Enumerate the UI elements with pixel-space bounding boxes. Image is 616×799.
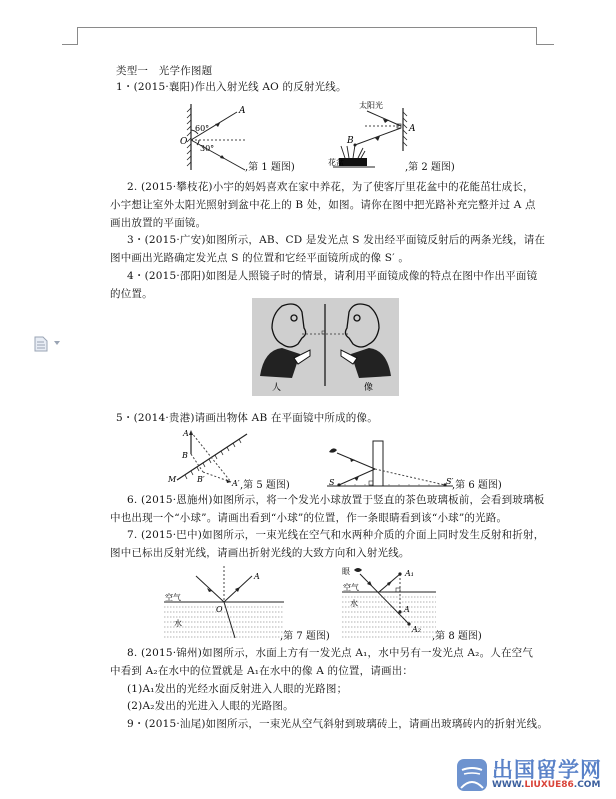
label-B-prime: B′ (197, 475, 205, 484)
label-M: M (168, 475, 177, 484)
question-5: 5・(2014·贵港)请画出物体 AB 在平面镜中所成的像。 (116, 412, 378, 424)
question-8-line-2: 中看到 A₂在水中的位置就是 A₁在水中的像 A 的位置，请画出： (110, 665, 414, 677)
figure-2-caption: ,第 2 题图) (405, 162, 455, 173)
label-A2: A₂ (412, 625, 421, 634)
angle-30: 30° (200, 144, 215, 153)
page-corner-mark-left (62, 27, 78, 45)
label-air: 空气 (165, 593, 181, 602)
label-water: 水 (174, 619, 182, 628)
question-2-line-3: 画出放置的平面镜。 (110, 217, 207, 229)
page-corner-mark-right (536, 27, 554, 45)
angle-60: 60° (195, 124, 210, 133)
logo-emblem-icon (456, 758, 488, 792)
label-A: A (239, 106, 246, 116)
watermark-url (492, 780, 600, 790)
label-O: O (216, 605, 223, 614)
document-options-icon[interactable] (34, 336, 48, 352)
question-7-line-2: 图中已标出反射光线，请画出折射光线的大致方向和入射光线。 (110, 547, 410, 559)
figure-6 (325, 440, 455, 490)
figure-5-caption: ,第 5 题图) (240, 480, 290, 491)
question-2-line-2: 小宇想让室外太阳光照射到盆中花上的 B 处，如图。请你在图中把光路补充完整并过 A 点 (110, 199, 536, 211)
question-7-line-1: 7. (2015·巴中)如图所示，一束光线在空气和水两种介质的介面上同时发生反射和折射， (127, 529, 545, 541)
section-heading: 类型一 光学作图题 (116, 65, 213, 77)
label-A-prime: A′ (232, 479, 240, 488)
figure-8-caption: ,第 8 题图) (432, 631, 482, 642)
question-3-line-1: 3・(2015·广安)如图所示，AB、CD 是发光点 S 发出经平面镜反射后的两条光线，请在 (127, 234, 546, 246)
label-image: 像 (364, 383, 374, 393)
label-A: A (409, 124, 416, 134)
watermark-logo (456, 752, 616, 798)
question-4-line-1: 4・(2015·邵阳)如图是人照镜子时的情景，请利用平面镜成像的特点在图中作出平面镜 (127, 270, 538, 282)
figure-8 (340, 566, 440, 640)
label-A: A (183, 429, 189, 438)
figure-4 (252, 298, 399, 396)
label-A: A (254, 572, 260, 581)
label-S-prime: S′ (446, 477, 454, 486)
watermark-site-name: 出国留学网 (492, 758, 602, 782)
label-O: O (180, 137, 188, 147)
label-sunlight: 太阳光 (359, 101, 383, 110)
label-water: 水 (350, 599, 358, 608)
label-B: B (182, 451, 188, 460)
label-eye: 眼 (342, 567, 350, 576)
question-3-line-2: 图中画出光路确定发光点 S 的位置和它经平面镜所成的像 S′ 。 (110, 252, 410, 264)
url-prefix: WWW. (492, 780, 525, 790)
question-4-line-2: 的位置。 (110, 288, 153, 300)
page-top-border (77, 27, 536, 28)
question-6-line-2: 中也出现一个“小球”。请画出看到“小球”的位置，作一条眼睛看到该“小球”的光路。 (110, 512, 508, 524)
eye-icon (354, 568, 362, 572)
question-6-line-1: 6. (2015·恩施州)如图所示，将一个发光小球放置于竖直的茶色玻璃板前，会看到玻璃板 (127, 494, 545, 506)
label-A1: A₁ (405, 569, 414, 578)
chevron-down-icon[interactable] (54, 341, 60, 345)
question-8-sub-2: (2)A₂发出的光进入人眼的光路图。 (127, 700, 294, 712)
figure-6-caption: ,第 6 题图) (452, 480, 502, 491)
url-suffix: .COM (573, 780, 601, 790)
figure-7-caption: ,第 7 题图) (280, 631, 330, 642)
question-8-line-1: 8. (2015·锦州)如图所示，水面上方有一发光点 A₁，水中另有一发光点 A₂。人在空气 (127, 647, 534, 659)
label-S: S (329, 478, 335, 487)
question-8-sub-1: (1)A₁发出的光经水面反射进入人眼的光路图； (127, 683, 348, 695)
label-B: B (347, 136, 354, 146)
label-person: 人 (272, 383, 282, 393)
label-flowerpot: 花盆 (328, 158, 344, 167)
url-brand: LIUXUE86 (524, 780, 574, 790)
label-A: A (404, 605, 410, 614)
eye-icon (329, 448, 337, 452)
question-2-line-1: 2. (2015·攀枝花)小宇的妈妈喜欢在家中养花，为了使客厅里花盆中的花能茁壮成长， (127, 181, 534, 193)
question-1: 1・(2015·襄阳)作出入射光线 AO 的反射光线。 (116, 81, 347, 93)
label-air: 空气 (343, 583, 359, 592)
figure-1-caption: ,第 1 题图) (245, 162, 295, 173)
question-9: 9・(2015·汕尾)如图所示，一束光从空气斜射到玻璃砖上，请画出玻璃砖内的折射光线。 (127, 718, 549, 730)
figure-7 (160, 566, 290, 640)
